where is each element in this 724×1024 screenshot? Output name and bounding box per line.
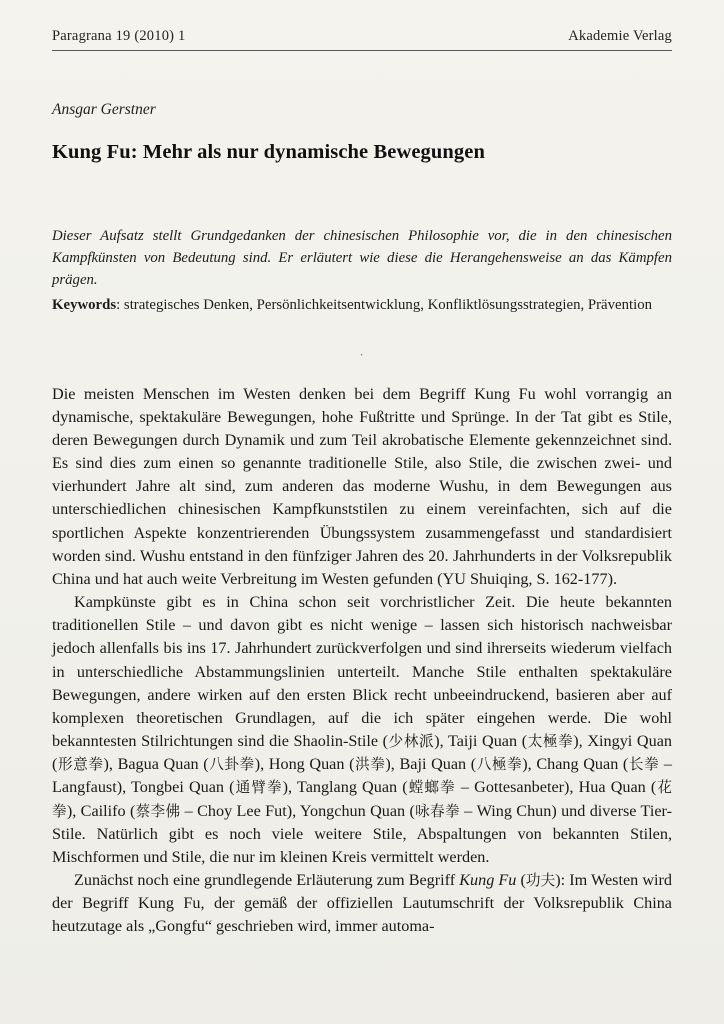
p2-seg-6: ), Baji Quan ( (385, 755, 477, 774)
p3-seg-2: ( (516, 870, 526, 889)
cjk-taiji: 太極拳 (527, 733, 574, 751)
p2-seg-9: ), Tanglang Quan ( (282, 778, 408, 797)
paragraph-3 (52, 869, 672, 938)
cjk-tanglang: 螳螂拳 (407, 779, 456, 797)
cjk-yongchun: 咏春拳 (414, 802, 460, 820)
running-head-left: Paragrana 19 (2010) 1 (52, 28, 186, 44)
body-text (52, 383, 672, 939)
running-head-right: Akademie Verlag (568, 28, 672, 44)
keywords-label: Keywords (52, 297, 117, 314)
p2-seg-4: ), Bagua Quan ( (103, 755, 209, 774)
p3-seg-3: ): Im Westen wird der Begriff Kung Fu, der gemäß der offiziellen Lautumschrift der Volksrepublik China heutzutage als „Gongfu“ geschrieben wird, immer automa- (52, 870, 672, 936)
cjk-shaolin: 少林派 (388, 733, 435, 751)
keywords-value: : strategisches Denken, Persönlichkeitsentwicklung, Konfliktlösungsstrategien, Prävention (116, 297, 652, 314)
abstract-text: Dieser Aufsatz stellt Grundgedanken der chinesischen Philosophie vor, die in den chinesischen Kampfkünsten von Bedeutung sind. Er erläutert wie diese die Herangehensweise an das Kämpfen prägen. (52, 228, 672, 288)
page-title: Kung Fu: Mehr als nur dynamische Bewegungen (52, 141, 485, 163)
cjk-cailifo: 蔡李佛 (135, 802, 181, 820)
cjk-hong: 洪拳 (354, 756, 386, 774)
cjk-hua: 花拳 (52, 779, 672, 820)
p3-seg-1: Zunächst noch eine grundlegende Erläuterung zum Begriff (74, 870, 460, 889)
p2-seg-8: – Langfaust), Tongbei Quan ( (52, 755, 672, 797)
cjk-xingyi: 形意拳 (57, 756, 104, 774)
cjk-baji: 八極拳 (476, 756, 523, 774)
p2-seg-11: ), Cailifo ( (66, 801, 136, 820)
p2-seg-3: ), Xingyi Quan ( (52, 732, 672, 774)
cjk-tongbei: 通臂拳 (234, 779, 283, 797)
running-head (52, 28, 672, 51)
p2-seg-12: – Choy Lee Fut), Yongchun Quan ( (180, 801, 415, 820)
section-separator: · (359, 346, 365, 362)
paragraph-2 (52, 591, 672, 869)
cjk-gongfu: 功夫 (525, 871, 556, 889)
cjk-bagua: 八卦拳 (208, 756, 255, 774)
p2-seg-5: ), Hong Quan ( (254, 755, 355, 774)
keywords-line (52, 295, 672, 316)
p3-italic-term: Kung Fu (459, 870, 517, 889)
author-name: Ansgar Gerstner (52, 101, 156, 118)
paragraph-1: Die meisten Menschen im Westen denken bei dem Begriff Kung Fu wohl vorrangig an dynamische, spektakuläre Bewegungen, hohe Fußtritte und Sprünge. In der Tat gibt es Stile, deren Bewegungen durch Dynamik und zum Teil akrobatische Elemente gekennzeichnet sind. Es sind dies zum einen so genannte traditionelle Stile, also Stile, die zwischen zwei- und vierhundert Jahre alt sind, zum anderen das moderne Wushu, in dem Bewegungen aus unterschiedlichen chinesischen Kampfkunststilen zu einem vereinfachten, sich auf die sportlichen Aspekte konzentrierenden Übungssystem zusammengefasst und standardisiert worden sind. Wushu entstand in den fünfziger Jahren des 20. Jahrhunderts in der Volksrepublik China und hat auch weite Verbreitung im Westen gefunden (YU Shuiqing, S. 162-177). (52, 384, 672, 588)
cjk-chang: 长拳 (628, 756, 660, 774)
p2-seg-13: – Wing Chun) und diverse Tier-Stile. Natürlich gibt es noch viele weitere Stile, Abspaltungen von bekannten Stilen, Mischformen und Stile, die nur im kleinen Kreis vermittelt werden. (52, 801, 672, 866)
p2-seg-1: Kampkünste gibt es in China schon seit vorchristlicher Zeit. Die heute bekannten traditionellen Stile – und davon gibt es nicht wenige – lassen sich historisch nachweisbar jedoch allenfalls bis ins 17. Jahrhundert zurückverfolgen und sind ihrerseits wiederum vielfach in unterschiedliche Abstammungslinien unterteilt. Manche Stile enthalten spektakuläre Bewegungen, andere wirken auf den ersten Blick recht unbeeindruckend, basieren aber auf komplexen theoretischen Grundlagen, auf die ich später eingehen werde. Die wohl bekanntesten Stilrichtungen sind die Shaolin-Stile ( (52, 593, 672, 751)
p2-seg-7: ), Chang Quan ( (522, 755, 629, 774)
p2-seg-2: ), Taiji Quan ( (434, 732, 528, 751)
p2-seg-10: – Gottesanbeter), Hua Quan ( (455, 778, 657, 797)
